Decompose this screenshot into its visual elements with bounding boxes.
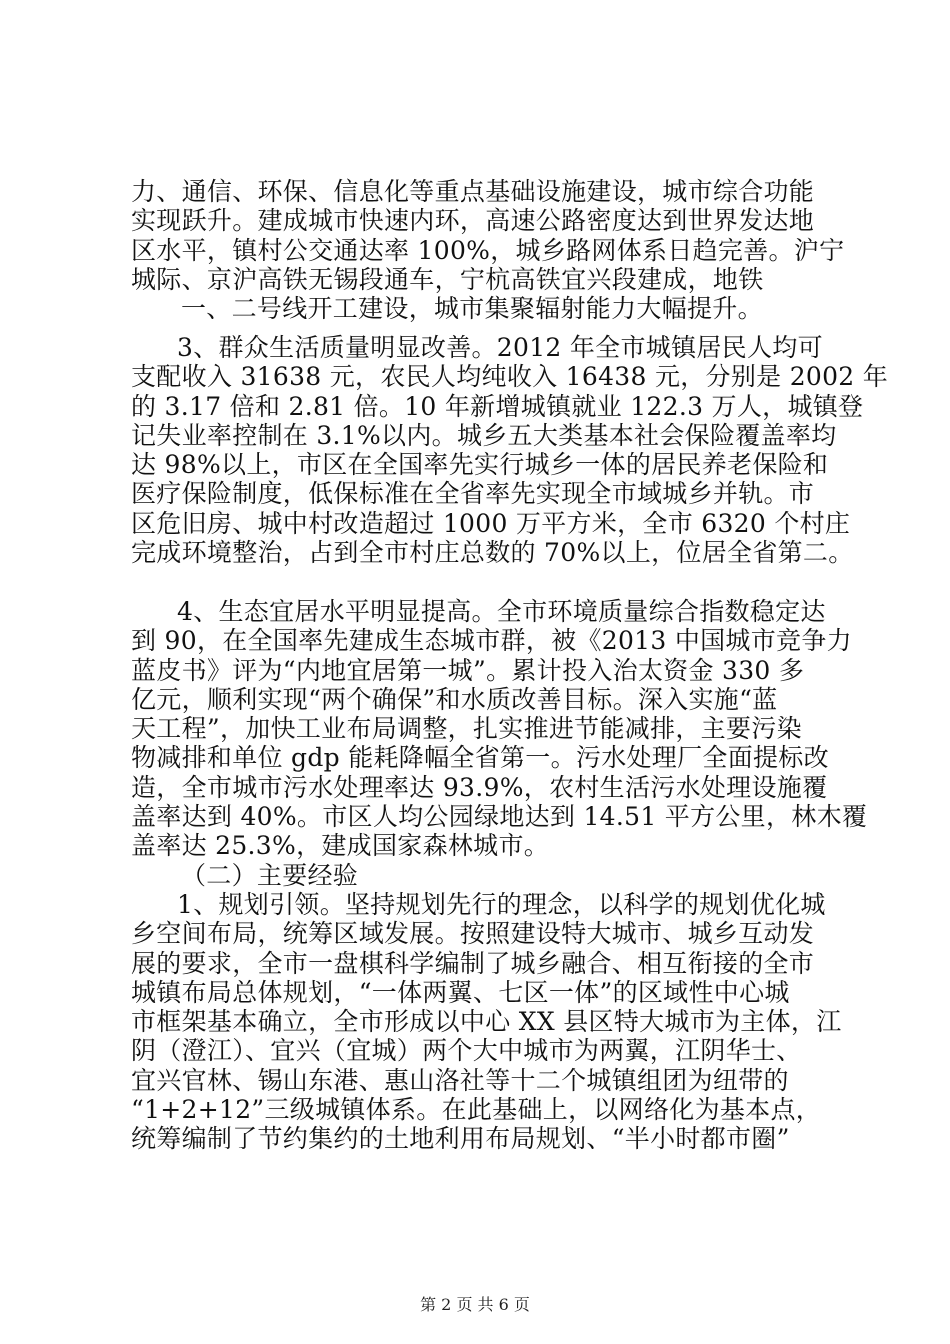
text-line: 记失业率控制在 3.1%以内。城乡五大类基本社会保险覆盖率均 xyxy=(131,420,837,450)
text-line: 宜兴官林、锡山东港、惠山洛社等十二个城镇组团为纽带的 xyxy=(131,1065,789,1095)
text-line: 城际、京沪高铁无锡段通车，宁杭高铁宜兴段建成，地铁 xyxy=(131,264,764,294)
text-line: 到 90，在全国率先建成生态城市群，被《2013 中国城市竞争力 xyxy=(131,626,852,656)
text-line: 天工程”，加快工业布局调整，扎实推进节能减排，主要污染 xyxy=(131,714,802,744)
section-heading xyxy=(131,861,851,890)
text-line: 4、生态宜居水平明显提高。全市环境质量综合指数稳定达 xyxy=(177,597,826,626)
text-line: 一、二号线开工建设，城市集聚辐射能力大幅提升。 xyxy=(181,294,763,324)
text-line: 蓝皮书》评为“内地宜居第一城”。累计投入治太资金 330 多 xyxy=(131,655,805,685)
text-line: 市框架基本确立，全市形成以中心 XX 县区特大城市为主体，江 xyxy=(131,1007,842,1037)
paragraph-infrastructure xyxy=(131,177,851,323)
text-line: 1、规划引领。坚持规划先行的理念，以科学的规划优化城 xyxy=(177,890,826,919)
text-line: 区水平，镇村公交通达率 100%，城乡路网体系日趋完善。沪宁 xyxy=(131,235,845,265)
text-line: 完成环境整治，占到全市村庄总数的 70%以上，位居全省第二。 xyxy=(131,538,854,568)
text-line: 阴（澄江）、宜兴（宜城）两个大中城市为两翼，江阴华士、 xyxy=(131,1036,802,1066)
text-line: 造，全市城市污水处理率达 93.9%，农村生活污水处理设施覆 xyxy=(131,772,828,802)
text-line: 的 3.17 倍和 2.81 倍。10 年新增城镇就业 122.3 万人，城镇登 xyxy=(131,391,864,421)
text-line: 展的要求，全市一盘棋科学编制了城乡融合、相互衔接的全市 xyxy=(131,948,815,978)
paragraph-ecology xyxy=(131,597,868,861)
heading-text: （二）主要经验 xyxy=(181,861,359,890)
text-line: 乡空间布局，统筹区域发展。按照建设特大城市、城乡互动发 xyxy=(131,919,815,949)
text-line: 区危旧房、城中村改造超过 1000 万平方米，全市 6320 个村庄 xyxy=(131,508,851,538)
text-line: 力、通信、环保、信息化等重点基础设施建设，城市综合功能 xyxy=(131,177,815,206)
text-line: 3、群众生活质量明显改善。2012 年全市城镇居民人均可 xyxy=(177,333,823,362)
text-line: 支配收入 31638 元，农民人均纯收入 16438 元，分别是 2002 年 xyxy=(131,362,889,392)
text-line: 物减排和单位 gdp 能耗降幅全省第一。污水处理厂全面提标改 xyxy=(131,743,829,773)
text-line: 实现跃升。建成城市快速内环，高速公路密度达到世界发达地 xyxy=(131,206,815,236)
text-line: 盖率达到 40%。市区人均公园绿地达到 14.51 平方公里，林木覆 xyxy=(131,802,868,832)
text-line: 亿元，顺利实现“两个确保”和水质改善目标。深入实施“蓝 xyxy=(131,684,778,714)
text-line: 达 98%以上，市区在全国率先实行城乡一体的居民养老保险和 xyxy=(131,450,829,480)
text-line: 医疗保险制度，低保标准在全省率先实现全市域城乡并轨。市 xyxy=(131,479,815,509)
page-number-footer: 第 2 页 共 6 页 xyxy=(420,1295,530,1314)
text-line: “1+2+12”三级城镇体系。在此基础上，以网络化为基本点， xyxy=(131,1095,822,1125)
paragraph-living-quality xyxy=(131,333,889,568)
text-line: 统筹编制了节约集约的土地利用布局规划、“半小时都市圈” xyxy=(131,1124,790,1154)
text-line: 城镇布局总体规划，“一体两翼、七区一体”的区域性中心城 xyxy=(131,977,790,1007)
paragraph-planning xyxy=(131,890,851,1154)
text-line: 盖率达 25.3%，建成国家森林城市。 xyxy=(131,831,550,861)
